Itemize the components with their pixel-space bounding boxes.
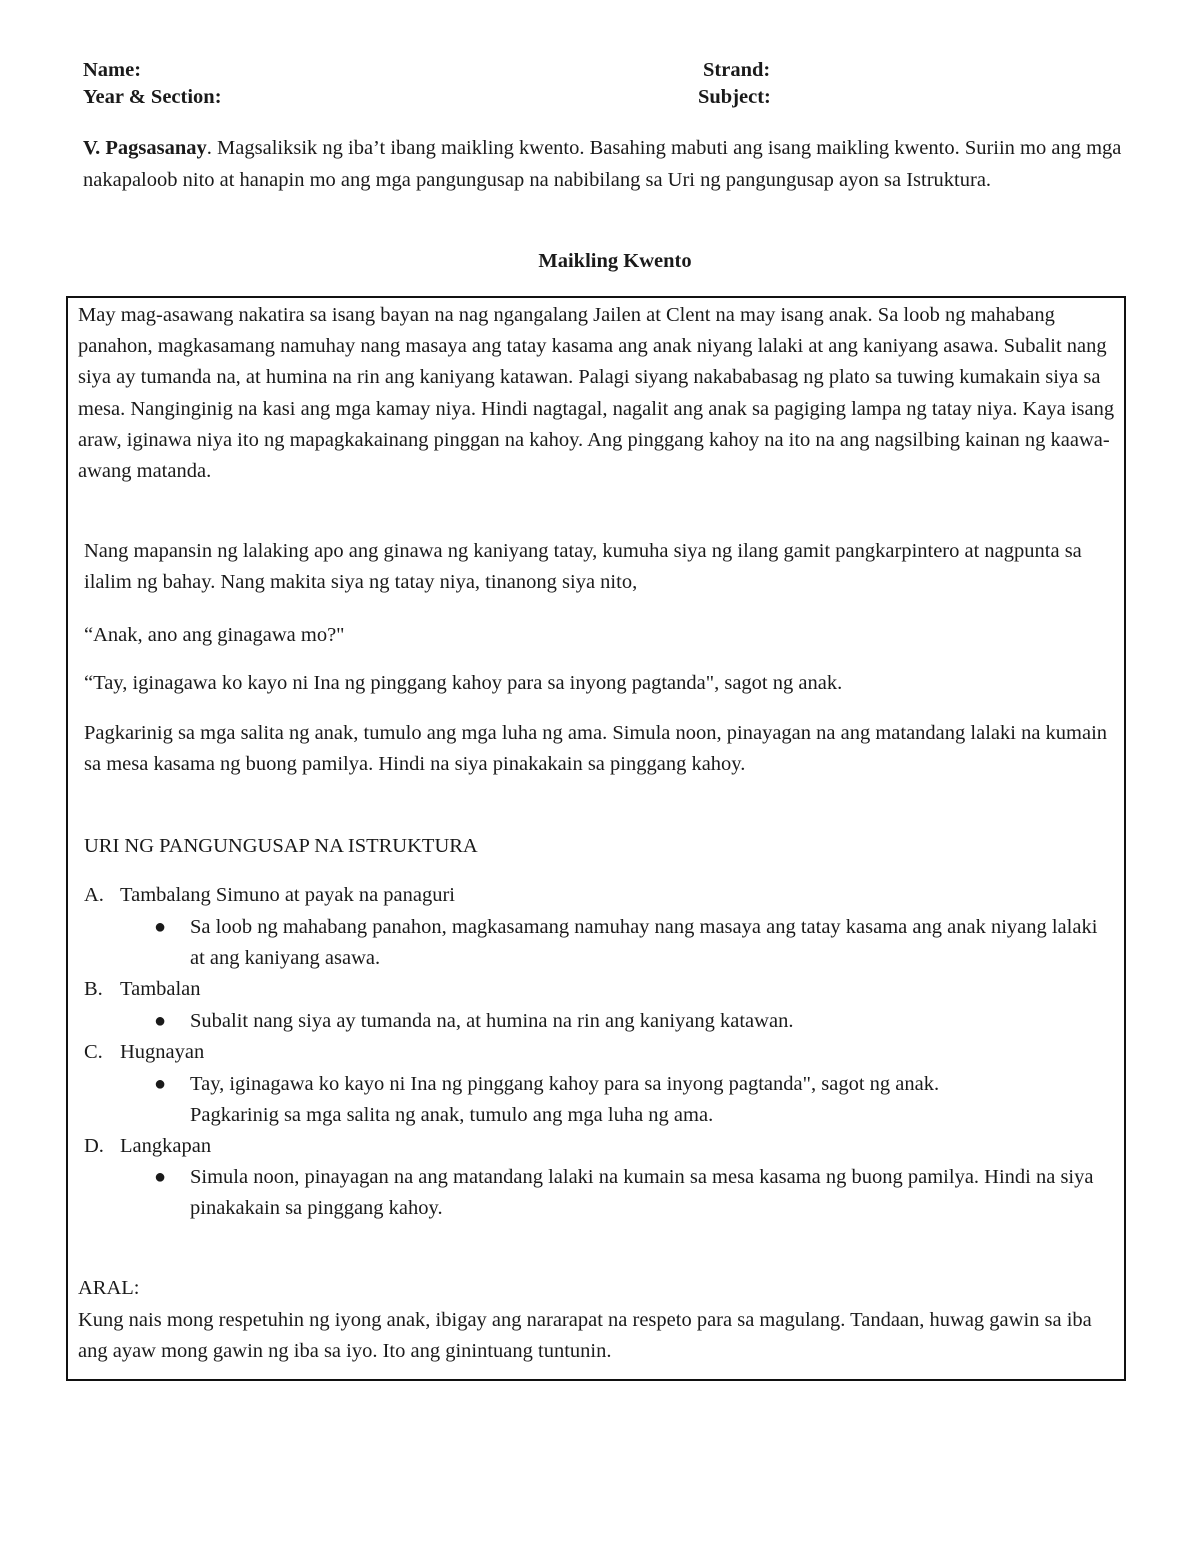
header-right	[698, 57, 771, 111]
story-title: Maikling Kwento	[538, 250, 692, 272]
aral-text: Kung nais mong respetuhin ng iyong anak, ibigay ang nararapat na respeto para sa magulang. Tandaan, huwag gawin sa iba ang ayaw mong gawin ng iba sa iyo. Ito ang ginintuang tuntunin.	[78, 1309, 1092, 1363]
instructions-text: . Magsaliksik ng iba’t ibang maikling kwento. Basahing mabuti ang isang maikling kwento. Suriin mo ang mga nakapaloob nito at hanapin mo ang mga pangungusap na nabibilang sa Uri ng pangungusap ayon sa Istruktura.	[83, 137, 1122, 191]
uri-item-a	[84, 880, 1104, 911]
uri-item-label: Langkapan	[120, 1135, 212, 1157]
story-paragraph: May mag-asawang nakatira sa isang bayan na nag ngangalang Jailen at Clent na may isang anak. Sa loob ng mahabang panahon, magkasamang namuhay nang masaya ang tatay kasama ang anak niyang lalaki at ang kaniyang asawa. Subalit nang siya ay tumanda na, at humina na rin ang kaniyang katawan. Palagi siyang nakababasag ng plato sa tuwing kumakain siya sa mesa. Nanginginig na kasi ang mga kamay niya. Hindi nagtagal, nagalit ang anak sa pagiging lampa ng tatay niya. Kaya isang araw, iginawa niya ito ng mapagkakainang pinggan na kahoy. Ang pinggang kahoy na ito na ang nagsilbing kainan ng kaawa-awang matanda.	[78, 304, 1115, 483]
instructions-heading: V. Pagsasanay	[83, 137, 207, 159]
year-section-label: Year & Section:	[83, 86, 222, 108]
story-paragraph: Nang mapansin ng lalaking apo ang ginawa ng kaniyang tatay, kumuha siya ng ilang gamit pangkarpintero at nagpunta sa ilalim ng bahay. Nang makita siya ng tatay niya, tinanong siya nito,	[84, 540, 1082, 594]
bullet-icon: ●	[154, 1073, 167, 1095]
uri-example-b	[154, 1006, 1104, 1037]
uri-heading: URI NG PANGUNGUSAP NA ISTRUKTURA	[84, 835, 478, 857]
uri-item-letter: D.	[84, 1135, 104, 1157]
uri-item-d	[84, 1131, 1104, 1162]
uri-item-c	[84, 1037, 1104, 1068]
story-dialogue: “Anak, ano ang ginagawa mo?"	[84, 624, 345, 646]
strand-label: Strand:	[703, 59, 771, 81]
story-paragraph: Pagkarinig sa mga salita ng anak, tumulo ang mga luha ng ama. Simula noon, pinayagan na ang matandang lalaki na kumain sa mesa kasama ng buong pamilya. Hindi na siya pinakakain sa pinggang kahoy.	[84, 722, 1108, 776]
uri-item-letter: C.	[84, 1041, 103, 1063]
aral-label: ARAL:	[78, 1277, 140, 1299]
uri-item-b	[84, 974, 1104, 1005]
name-label: Name:	[83, 59, 142, 81]
uri-example-a	[154, 912, 1104, 974]
bullet-icon: ●	[154, 1010, 167, 1032]
uri-item-label: Tambalan	[120, 978, 201, 1000]
uri-item-letter: B.	[84, 978, 103, 1000]
uri-example-text: Sa loob ng mahabang panahon, magkasamang namuhay nang masaya ang tatay kasama ang anak niyang lalaki at ang kaniyang asawa.	[190, 916, 1098, 969]
uri-item-letter: A.	[84, 884, 104, 906]
uri-example-text: Tay, iginagawa ko kayo ni Ina ng pinggang kahoy para sa inyong pagtanda", sagot ng anak. Pagkarinig sa mga salita ng anak, tumulo ang mga luha ng ama.	[190, 1073, 940, 1126]
uri-example-text: Simula noon, pinayagan na ang matandang lalaki na kumain sa mesa kasama ng buong pamilya. Hindi na siya pinakakain sa pinggang kahoy.	[190, 1166, 1094, 1219]
story-dialogue: “Tay, iginagawa ko kayo ni Ina ng pinggang kahoy para sa inyong pagtanda", sagot ng anak.	[84, 672, 843, 694]
bullet-icon: ●	[154, 916, 167, 938]
subject-label: Subject:	[698, 86, 771, 108]
story-box	[66, 296, 1126, 1381]
uri-example-d	[154, 1162, 1104, 1224]
uri-item-label: Tambalang Simuno at payak na panaguri	[120, 884, 456, 906]
uri-example-text: Subalit nang siya ay tumanda na, at humina na rin ang kaniyang katawan.	[190, 1010, 794, 1032]
bullet-icon: ●	[154, 1166, 167, 1188]
header-left	[83, 57, 222, 111]
uri-item-label: Hugnayan	[120, 1041, 205, 1063]
uri-example-c	[154, 1069, 1104, 1131]
instructions	[83, 133, 1143, 196]
